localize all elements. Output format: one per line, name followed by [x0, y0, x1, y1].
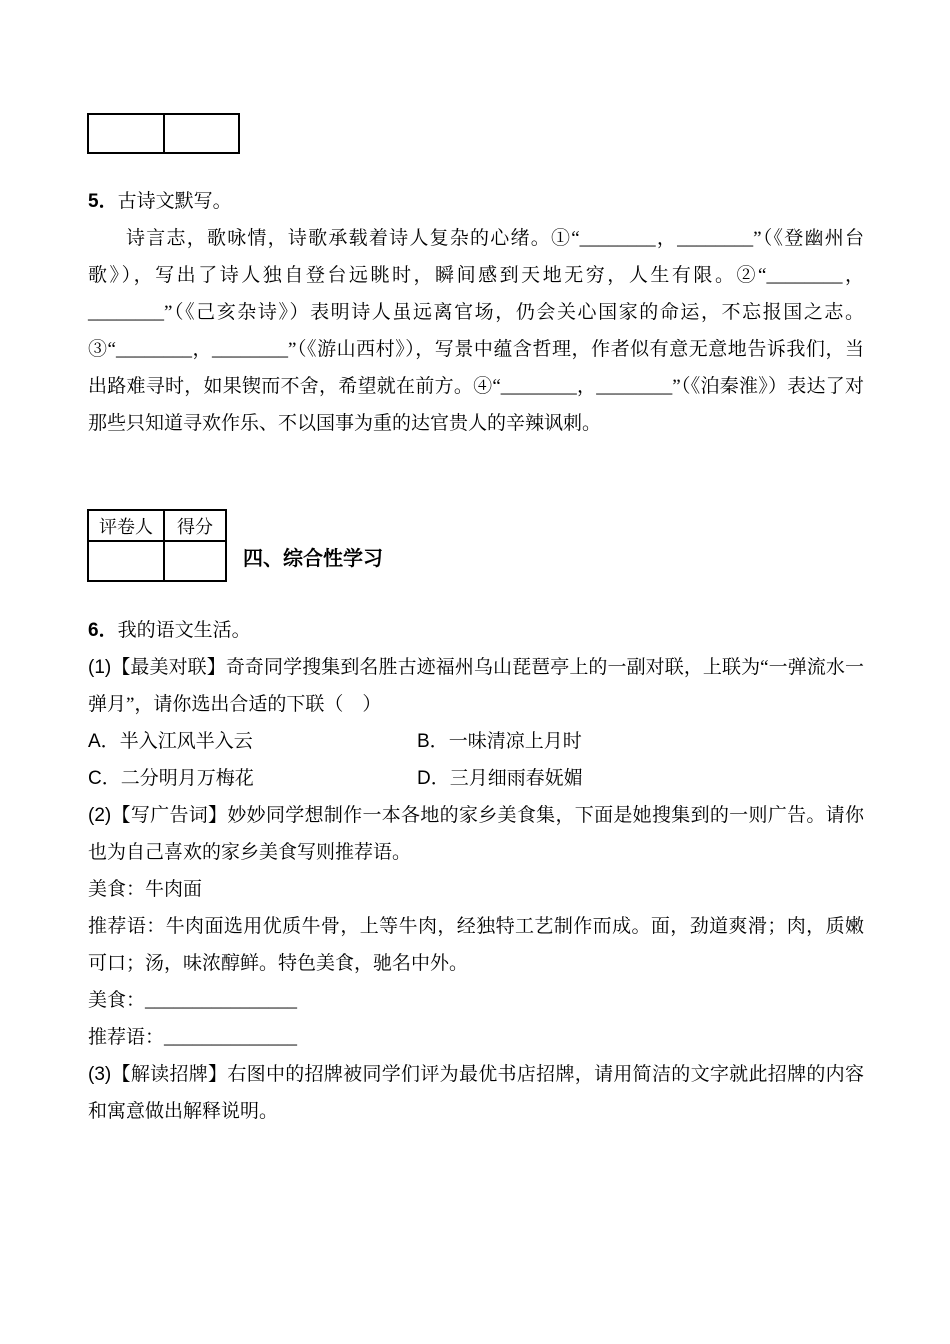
grader-header-reviewer: 评卷人: [88, 510, 164, 541]
question-6-part-1: [88, 649, 864, 723]
question-5-paragraph: 诗言志，歌咏情，诗歌承载着诗人复杂的心绪。①“________，________”（《登幽州台歌》），写出了诗人独自登台远眺时，瞬间感到天地无穷，人生有限。②“________，________”（《己亥杂诗》）表明诗人虽远离官场，仍会关心国家的命运，不忘报国之志。③“________，________”（《游山西村》），写景中蕴含哲理，作者似有意无意地告诉我们，当出路难寻时，如果锲而不舍，希望就在前方。④“________，________”（《泊秦淮》）表达了对那些只知道寻欢作乐、不以国事为重的达官贵人的辛辣讽刺。: [88, 228, 864, 434]
part-2-label: (2): [88, 805, 112, 826]
section-heading: 四、综合性学习: [243, 548, 383, 570]
food-blank-line: 美食：________________: [88, 990, 298, 1011]
question-6-part-2: [88, 797, 864, 871]
part-2-text: 【写广告词】妙妙同学想制作一本各地的家乡美食集，下面是她搜集到的一则广告。请你也为自己喜欢的家乡美食写则推荐语。: [88, 805, 864, 863]
question-6-part-3: [88, 1056, 864, 1130]
option-c-text: 二分明月万梅花: [120, 768, 254, 789]
option-d-text: 三月细雨春妩媚: [449, 768, 583, 789]
option-c: [88, 768, 254, 789]
question-6: [88, 612, 864, 1130]
option-row-1: [88, 723, 864, 760]
grader-score-table: [87, 509, 227, 582]
example-food-line: 美食：牛肉面: [88, 879, 203, 900]
question-5-title-line: [88, 183, 864, 220]
option-a-letter: A．: [88, 731, 120, 752]
question-5-title: 古诗文默写。: [117, 191, 232, 212]
slogan-blank-line: 推荐语：______________: [88, 1027, 298, 1048]
score-table-top-cell-2: [164, 114, 239, 153]
option-a-text: 半入江风半入云: [119, 731, 253, 752]
question-6-number: 6．: [88, 620, 118, 641]
option-row-2: [88, 760, 864, 797]
grader-cell-reviewer: [88, 541, 164, 581]
question-5: [88, 183, 864, 442]
question-6-title-line: [88, 612, 864, 649]
option-a: [88, 731, 253, 752]
part-1-label: (1): [88, 657, 112, 678]
grader-cell-score: [164, 541, 226, 581]
option-b-text: 一味清凉上月时: [448, 731, 582, 752]
question-5-number: 5．: [88, 191, 118, 212]
option-b: [417, 723, 582, 760]
score-table-top-cell-1: [88, 114, 164, 153]
grader-header-score: 得分: [164, 510, 226, 541]
option-c-letter: C．: [88, 768, 121, 789]
option-b-letter: B．: [417, 731, 449, 752]
part-1-text: 【最美对联】奇奇同学搜集到名胜古迹福州乌山琵琶亭上的一副对联，上联为“一弹流水一弹月”，请你选出合适的下联（ ）: [88, 657, 864, 715]
option-d-letter: D．: [417, 768, 450, 789]
part-3-text: 【解读招牌】右图中的招牌被同学们评为最优书店招牌，请用简洁的文字就此招牌的内容和寓意做出解释说明。: [88, 1064, 864, 1122]
example-slogan-paragraph: 推荐语：牛肉面选用优质牛骨，上等牛肉，经独特工艺制作而成。面，劲道爽滑；肉，质嫩可口；汤，味浓醇鲜。特色美食，驰名中外。: [88, 916, 864, 974]
score-table-top: [87, 113, 240, 154]
part-3-label: (3): [88, 1064, 112, 1085]
question-6-title: 我的语文生活。: [117, 620, 251, 641]
option-d: [417, 760, 583, 797]
